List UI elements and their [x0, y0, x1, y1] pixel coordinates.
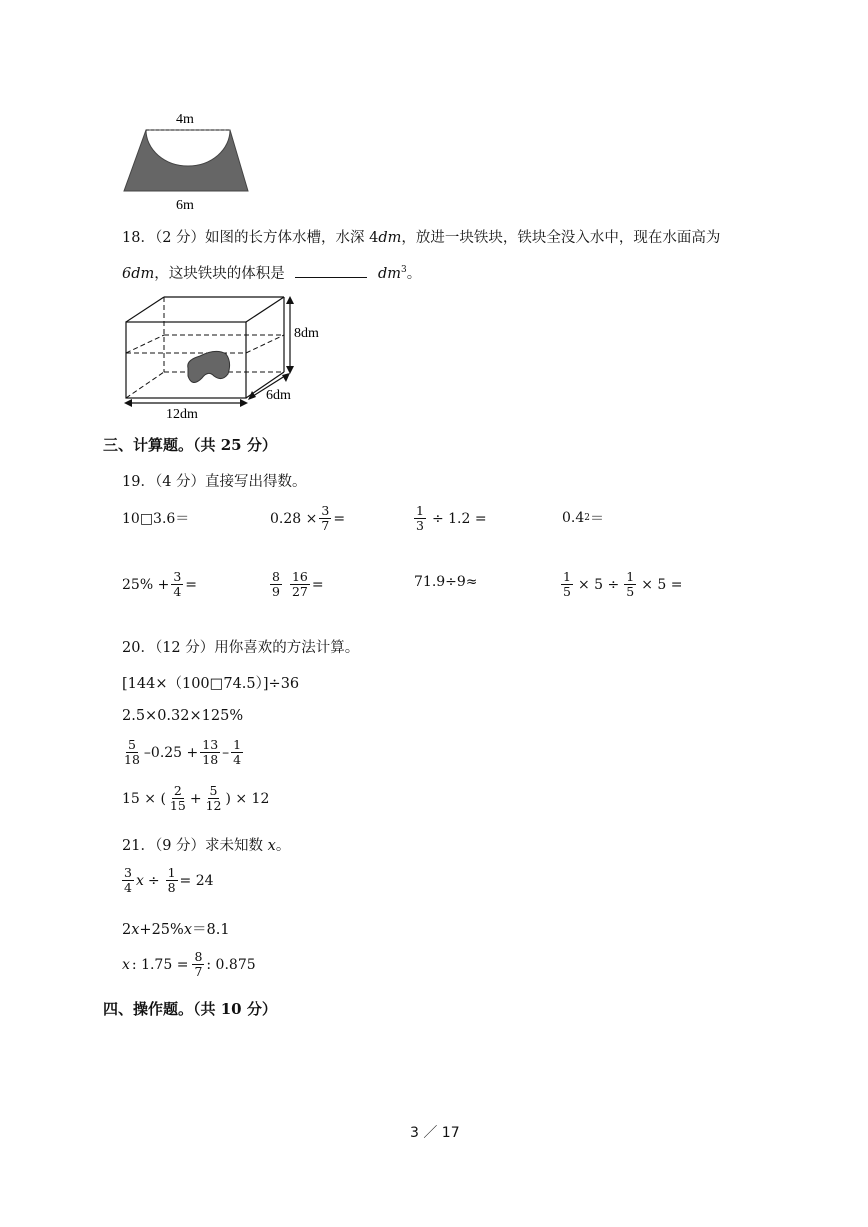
q19-b4: $\frac{1}{5}$ × 5 ÷ $\frac{1}{5}$ × 5 =	[563, 569, 683, 599]
q19-a1: 10□3.6＝	[122, 511, 190, 527]
iron-block-shape	[188, 351, 230, 382]
q18-line2: 6dm，这块铁块的体积是 $dm^3$。	[122, 262, 421, 283]
q19-b2: $\frac{8}{9}$ $\frac{16}{27}$ =	[272, 569, 324, 599]
fig17-bottom-label: 6m	[176, 198, 194, 213]
q19-b1: 25% + $\frac{3}{4}$ =	[122, 569, 197, 599]
q20-e2: 2.5×0.32×125%	[122, 708, 244, 724]
q20-e3: $\frac{5}{18}$ –0.25 + $\frac{13}{18}$ – $\frac{1}{4}$	[124, 737, 242, 767]
q20-e4: 15 × ( $\frac{2}{15}$ + $\frac{5}{12}$ ) × 12	[122, 783, 270, 813]
section-3-heading: 三、计算题。（共 25 分）	[103, 436, 277, 454]
q21-e3: x : 1.75 = $\frac{8}{7}$ : 0.875	[122, 949, 256, 979]
q21-e2: 2x+25%x＝8.1	[122, 922, 230, 938]
tank-height-label: 8dm	[294, 326, 319, 341]
q21-title: 21．（9 分）求未知数 x。	[122, 838, 291, 854]
answer-blank[interactable]	[295, 263, 367, 278]
q21-e1: $\frac{3}{4}$ x ÷ $\frac{1}{8}$ = 24	[124, 865, 214, 895]
q19-a3: $\frac{1}{3}$ ÷ 1.2 =	[416, 503, 487, 533]
q18-line1: 18．（2 分）如图的长方体水槽，水深 4dm，放进一块铁块，铁块全没入水中，现在水面高为	[122, 230, 721, 246]
q19-a4: 0.4 2 ＝	[562, 510, 604, 527]
fig17-top-label: 4m	[176, 112, 194, 127]
tank-width-label: 6dm	[266, 388, 291, 403]
tank-length-label: 12dm	[166, 407, 198, 420]
q19-title: 19．（4 分）直接写出得数。	[122, 474, 307, 490]
trapezoid-figure	[118, 106, 258, 216]
tank-figure	[118, 290, 338, 420]
page-number: 3 ／ 17	[410, 1125, 460, 1141]
section-4-heading: 四、操作题。（共 10 分）	[103, 1000, 277, 1018]
q19-b3: 71.9÷9≈	[414, 574, 478, 590]
q20-title: 20．（12 分）用你喜欢的方法计算。	[122, 640, 360, 656]
q19-a2: 0.28 × $\frac{3}{7}$ =	[270, 503, 346, 533]
q20-e1: [144×（100□74.5）]÷36	[122, 676, 300, 692]
